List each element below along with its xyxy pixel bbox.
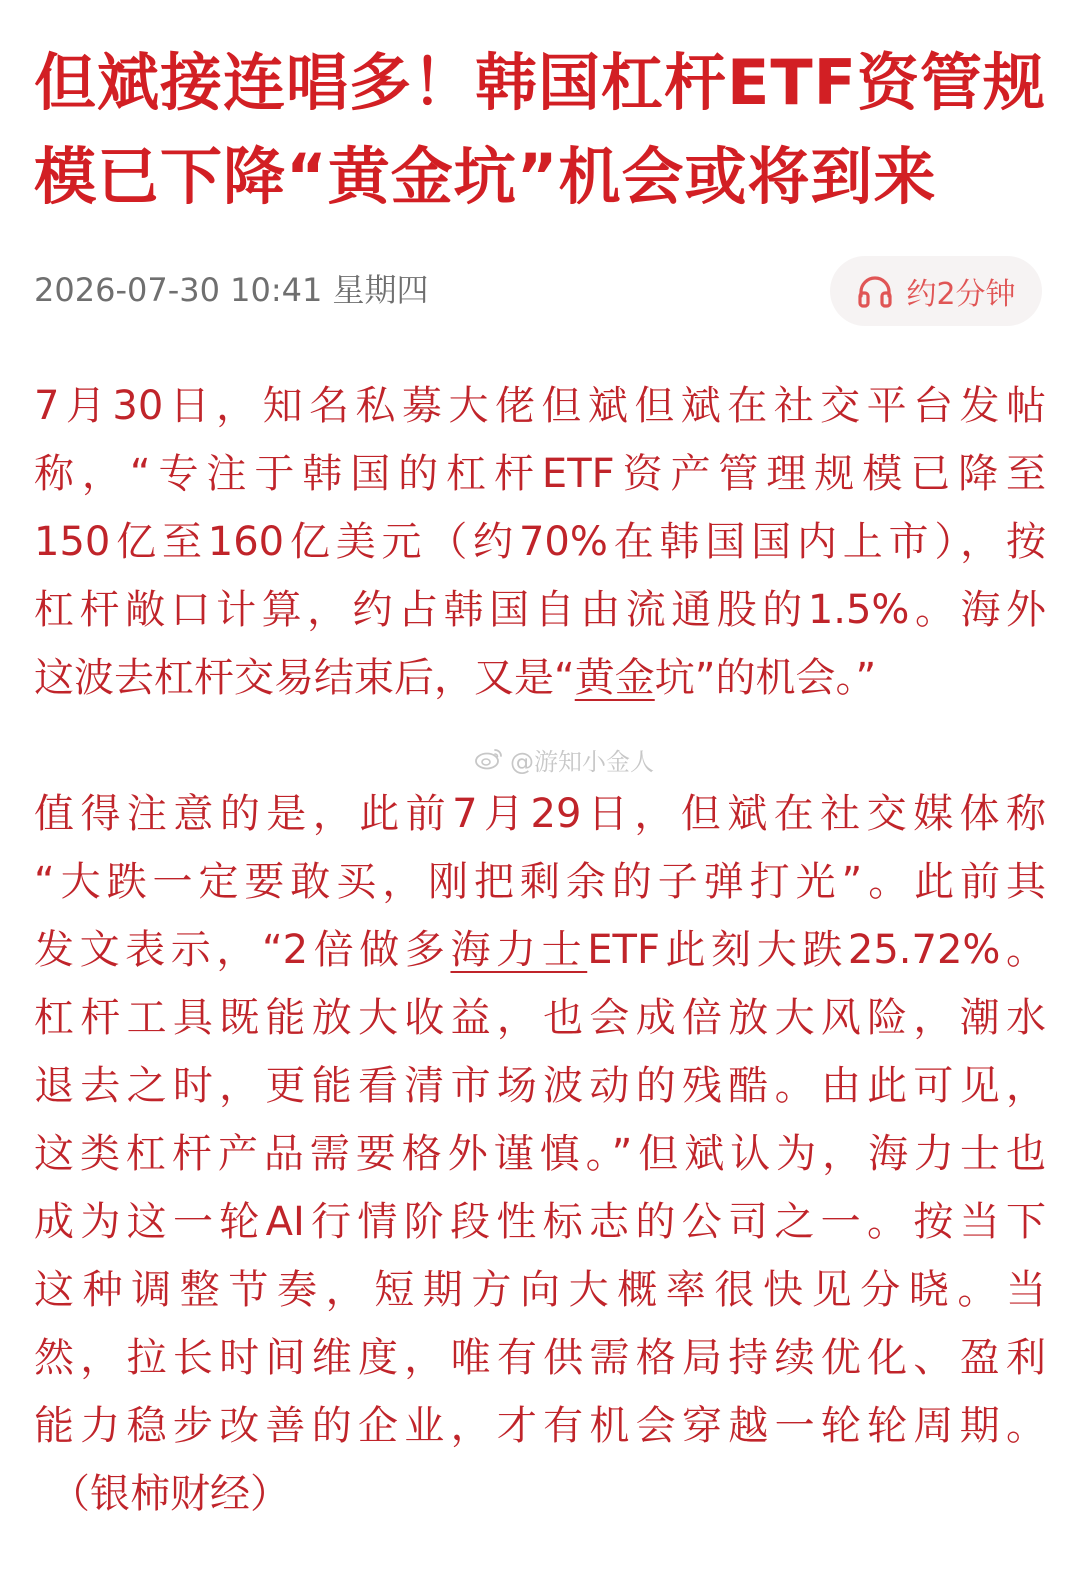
paragraph-line: 这类杠杆产品需要格外谨慎。”但斌认为，海力士也 — [34, 1131, 1046, 1177]
headline-line-2: 模已下降“黄金坑”机会或将到来 — [34, 140, 937, 213]
keyword-link-hynix[interactable]: 海力士 — [450, 927, 588, 973]
weibo-icon — [474, 746, 504, 774]
text-segment: ETF此刻大跌25.72%。 — [587, 927, 1046, 973]
headline-line-1: 但斌接连唱多！韩国杠杆ETF资管规 — [34, 46, 1046, 119]
text-segment: 发文表示，“2倍做多 — [34, 927, 451, 973]
headphones-icon — [856, 274, 894, 308]
keyword-link-huangjin[interactable]: 黄金 — [574, 655, 655, 701]
article-headline — [34, 36, 1044, 224]
paragraph-line: 杠杆敞口计算，约占韩国自由流通股的1.5%。海外 — [34, 587, 1046, 633]
paragraph-line: 能力稳步改善的企业，才有机会穿越一轮轮周期。 — [34, 1403, 1046, 1449]
publish-date: 2026-07-30 10:41 星期四 — [34, 271, 429, 309]
listen-duration-label: 约2分钟 — [906, 277, 1016, 312]
paragraph-line: 然，拉长时间维度，唯有供需格局持续优化、盈利 — [34, 1335, 1046, 1381]
listen-button[interactable] — [830, 256, 1042, 326]
paragraph-line — [34, 916, 1046, 984]
watermark-text: @游知小金人 — [510, 748, 654, 776]
paragraph-2 — [34, 780, 1046, 1528]
text-segment: 这波去杠杆交易结束后，又是“ — [34, 655, 575, 701]
paragraph-line: “大跌一定要敢买，刚把剩余的子弹打光”。此前其 — [34, 859, 1046, 905]
paragraph-1 — [34, 372, 1046, 712]
paragraph-line: 称，“专注于韩国的杠杆ETF资产管理规模已降至 — [34, 451, 1046, 497]
paragraph-line: 150亿至160亿美元（约70%在韩国国内上市），按 — [34, 519, 1046, 565]
paragraph-line: 成为这一轮AI行情阶段性标志的公司之一。按当下 — [34, 1199, 1046, 1245]
paragraph-line: 这种调整节奏，短期方向大概率很快见分晓。当 — [34, 1267, 1046, 1313]
watermark — [474, 742, 654, 777]
article-source: （银柿财经） — [50, 1471, 290, 1517]
paragraph-line: 值得注意的是，此前7月29日，但斌在社交媒体称 — [34, 791, 1046, 837]
paragraph-line: 7月30日，知名私募大佬但斌但斌在社交平台发帖 — [34, 383, 1046, 429]
text-segment: 坑”的机会。” — [654, 655, 877, 701]
paragraph-line — [34, 644, 1046, 712]
paragraph-line: 杠杆工具既能放大收益，也会成倍放大风险，潮水 — [34, 995, 1046, 1041]
paragraph-line: 退去之时，更能看清市场波动的残酷。由此可见， — [34, 1063, 1046, 1109]
